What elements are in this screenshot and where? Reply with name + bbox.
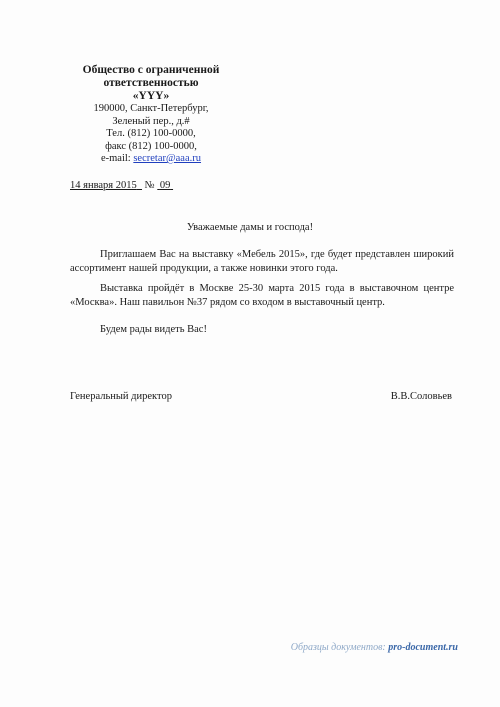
email-label: e-mail: [100, 153, 134, 164]
watermark-footer [291, 642, 458, 653]
address-line-2: Зеленый пер., д.# [112, 115, 190, 127]
address-line-1: 190000, Санкт-Петербург, [93, 103, 209, 114]
fax-line: факс (812) 100-0000, [105, 140, 197, 152]
paragraph-closing: Будем рады видеть Вас! [100, 324, 207, 335]
org-line-1: Общество с ограниченной [82, 64, 220, 76]
paragraph-invitation: Приглашаем Вас на выставку «Мебель 2015», где будет представлен широкий ассортимент нашей продукции, а также новинки этого года. [70, 249, 454, 274]
org-line-2: ответственностью [103, 77, 199, 89]
paragraph-details: Выставка пройдёт в Москве 25-30 марта 2015 года в выставочном центре «Москва». Наш павильон №37 рядом со входом в выставочный центр. [70, 283, 454, 308]
footer-label: Образцы документов: [290, 642, 389, 653]
number-label: № [144, 180, 155, 191]
document-number: 09 [159, 180, 171, 191]
sender-block [66, 64, 236, 166]
date-underline [137, 180, 142, 191]
email-link[interactable]: secretar@aaa.ru [133, 153, 202, 164]
footer-site-link[interactable]: pro-document.ru [388, 642, 458, 653]
greeting: Уважаемые дамы и господа! [186, 222, 314, 233]
email-line [66, 153, 236, 166]
number-underline [170, 180, 173, 191]
date-number-line [70, 180, 173, 191]
phone-line: Тел. (812) 100-0000, [106, 128, 196, 139]
document-date: 14 января 2015 [70, 180, 137, 191]
signature-title: Генеральный директор [70, 391, 172, 402]
signature-name: В.В.Соловьев [390, 391, 452, 402]
org-name: «YYY» [132, 90, 170, 102]
